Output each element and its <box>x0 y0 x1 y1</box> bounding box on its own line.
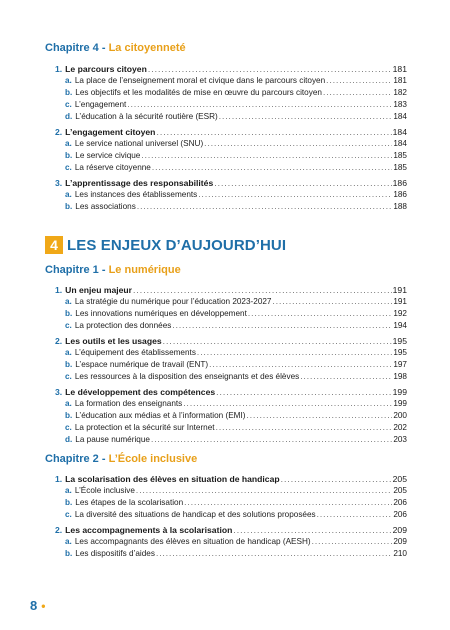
toc-subsection-label: La place de l’enseignement moral et civique dans le parcours citoyen <box>74 76 326 85</box>
toc-section-label: L’apprentissage des responsabilités <box>65 178 214 188</box>
toc-subsection-label: La réserve citoyenne <box>74 163 151 172</box>
toc-subsection-entry[interactable] <box>55 548 407 560</box>
toc-subsection-entry[interactable] <box>55 162 407 174</box>
toc-section-entry[interactable] <box>55 386 407 398</box>
toc-subsection-page: 183 <box>393 100 407 109</box>
toc-subsection-label: La pause numérique <box>75 435 150 444</box>
toc-dot-leader <box>326 75 392 87</box>
toc-dot-leader <box>204 138 392 150</box>
toc-dot-leader <box>148 63 392 75</box>
toc-dot-leader <box>172 320 392 332</box>
toc-dot-leader <box>219 111 393 123</box>
toc-section-number: 1. <box>55 474 63 484</box>
toc-subsection-page: 195 <box>393 348 407 357</box>
toc-subsection-entry[interactable] <box>55 410 407 422</box>
toc-subsection-entry[interactable] <box>55 296 407 308</box>
toc-subsection-page: 198 <box>393 372 407 381</box>
toc-subsection-entry[interactable] <box>55 320 407 332</box>
page-footer <box>30 598 45 613</box>
toc-subsection-letter: a. <box>65 348 72 357</box>
toc-section-number: 2. <box>55 525 63 535</box>
toc-subsection-label: Les ressources à la disposition des enseignants et des élèves <box>74 372 300 381</box>
toc-subsection-page: 200 <box>393 411 407 420</box>
toc-subsection-label: Le service national universel (SNU) <box>74 139 204 148</box>
toc-subsection-entry[interactable] <box>55 87 407 99</box>
toc-dot-leader <box>137 201 393 213</box>
toc-section-entry[interactable] <box>55 524 407 536</box>
toc-section-entry[interactable] <box>55 284 407 296</box>
toc-subsection-page: 185 <box>393 151 407 160</box>
toc-subsection-label: Le service civique <box>75 151 141 160</box>
toc-section-entry[interactable] <box>55 177 407 189</box>
toc-subsection-letter: b. <box>65 360 73 369</box>
toc-section-label: Les outils et les usages <box>65 336 162 346</box>
toc-dot-leader <box>127 99 392 111</box>
toc-dot-leader <box>300 371 392 383</box>
toc-subsection-letter: a. <box>65 486 72 495</box>
chapter-4-title <box>45 42 186 54</box>
toc-dot-leader <box>214 177 391 189</box>
toc-dot-leader <box>216 422 393 434</box>
toc-dot-leader <box>323 87 392 99</box>
toc-subsection-label: L’espace numérique de travail (ENT) <box>75 360 209 369</box>
toc-dot-leader <box>133 284 392 296</box>
toc-section-page: 205 <box>392 474 407 484</box>
chapter-2-title <box>45 453 197 465</box>
toc-subsection-label: Les dispositifs d’aides <box>75 549 155 558</box>
toc-subsection-label: La formation des enseignants <box>74 399 183 408</box>
chapter-4-toc <box>55 60 407 213</box>
part-4-header <box>45 236 286 254</box>
toc-section-page: 181 <box>392 64 407 74</box>
chapter-2-number: Chapitre 2 - <box>45 453 106 465</box>
toc-subsection-label: Les associations <box>75 202 136 211</box>
toc-subsection-entry[interactable] <box>55 398 407 410</box>
toc-section-label: Les accompagnements à la scolarisation <box>65 525 233 535</box>
toc-subsection-letter: c. <box>65 372 72 381</box>
toc-subsection-entry[interactable] <box>55 347 407 359</box>
toc-subsection-label: L’éducation aux médias et à l’information (EMI) <box>75 411 246 420</box>
toc-section-page: 184 <box>392 127 407 137</box>
toc-dot-leader <box>198 189 392 201</box>
toc-subsection-entry[interactable] <box>55 308 407 320</box>
toc-subsection-page: 194 <box>393 321 407 330</box>
toc-section-entry[interactable] <box>55 335 407 347</box>
toc-section-number: 2. <box>55 127 63 137</box>
toc-subsection-page: 199 <box>393 399 407 408</box>
toc-dot-leader <box>163 335 392 347</box>
toc-subsection-page: 191 <box>393 297 407 306</box>
toc-subsection-entry[interactable] <box>55 485 407 497</box>
toc-dot-leader <box>233 524 391 536</box>
toc-subsection-letter: c. <box>65 510 72 519</box>
part-4-title: LES ENJEUX D’AUJOURD’HUI <box>67 236 287 254</box>
toc-dot-leader <box>136 485 392 497</box>
toc-subsection-label: Les objectifs et les modalités de mise en œuvre du parcours citoyen <box>75 88 322 97</box>
toc-subsection-letter: a. <box>65 537 72 546</box>
toc-dot-leader <box>151 434 392 446</box>
toc-subsection-entry[interactable] <box>55 434 407 446</box>
toc-subsection-entry[interactable] <box>55 371 407 383</box>
toc-section-page: 195 <box>392 336 407 346</box>
toc-subsection-letter: c. <box>65 321 72 330</box>
chapter-1-number: Chapitre 1 - <box>45 264 106 276</box>
toc-subsection-label: L’équipement des établissements <box>74 348 196 357</box>
toc-dot-leader <box>197 347 392 359</box>
toc-subsection-entry[interactable] <box>55 359 407 371</box>
chapter-4-name: La citoyenneté <box>108 42 186 54</box>
page-number-bullet: • <box>41 598 46 613</box>
toc-section-number: 1. <box>55 64 63 74</box>
toc-dot-leader <box>156 548 392 560</box>
toc-subsection-page: 205 <box>393 486 407 495</box>
toc-subsection-page: 206 <box>393 498 407 507</box>
toc-section-number: 3. <box>55 178 63 188</box>
toc-dot-leader <box>216 386 392 398</box>
toc-section-number: 3. <box>55 387 63 397</box>
toc-subsection-letter: d. <box>65 112 73 121</box>
toc-subsection-letter: a. <box>65 297 72 306</box>
toc-section-label: La scolarisation des élèves en situation de handicap <box>65 474 280 484</box>
chapter-1-name: Le numérique <box>108 264 181 276</box>
toc-dot-leader <box>246 410 392 422</box>
toc-subsection-letter: b. <box>65 309 73 318</box>
toc-subsection-entry[interactable] <box>55 138 407 150</box>
toc-section-label: Le parcours citoyen <box>65 64 147 74</box>
toc-subsection-label: La stratégie du numérique pour l’éducation 2023-2027 <box>74 297 272 306</box>
chapter-1-toc <box>55 281 407 446</box>
toc-subsection-page: 184 <box>393 112 407 121</box>
toc-subsection-page: 181 <box>393 76 407 85</box>
toc-subsection-label: Les étapes de la scolarisation <box>75 498 184 507</box>
toc-subsection-label: La protection et la sécurité sur Internet <box>74 423 215 432</box>
toc-subsection-entry[interactable] <box>55 497 407 509</box>
toc-dot-leader <box>209 359 392 371</box>
toc-subsection-page: 203 <box>393 435 407 444</box>
toc-subsection-page: 210 <box>393 549 407 558</box>
toc-section-number: 1. <box>55 285 63 295</box>
toc-dot-leader <box>141 150 392 162</box>
toc-section-page: 199 <box>392 387 407 397</box>
toc-subsection-letter: d. <box>65 435 73 444</box>
toc-subsection-letter: a. <box>65 399 72 408</box>
toc-subsection-letter: c. <box>65 100 72 109</box>
toc-subsection-label: L’École inclusive <box>74 486 135 495</box>
toc-section-page: 186 <box>392 178 407 188</box>
toc-subsection-entry[interactable] <box>55 75 407 87</box>
toc-subsection-entry[interactable] <box>55 422 407 434</box>
part-4-number: 4 <box>45 236 63 254</box>
toc-subsection-letter: b. <box>65 151 73 160</box>
toc-subsection-letter: b. <box>65 498 73 507</box>
toc-dot-leader <box>317 509 393 521</box>
toc-subsection-entry[interactable] <box>55 201 407 213</box>
toc-section-entry[interactable] <box>55 63 407 75</box>
toc-subsection-entry[interactable] <box>55 536 407 548</box>
toc-dot-leader <box>184 497 392 509</box>
toc-subsection-entry[interactable] <box>55 111 407 123</box>
toc-subsection-letter: b. <box>65 88 73 97</box>
toc-subsection-label: La protection des données <box>74 321 172 330</box>
toc-subsection-page: 202 <box>393 423 407 432</box>
toc-section-label: Un enjeu majeur <box>65 285 133 295</box>
chapter-2-name: L’École inclusive <box>108 453 198 465</box>
toc-dot-leader <box>183 398 392 410</box>
toc-subsection-letter: a. <box>65 139 72 148</box>
toc-subsection-page: 184 <box>393 139 407 148</box>
toc-section-label: Le développement des compétences <box>65 387 216 397</box>
toc-section-number: 2. <box>55 336 63 346</box>
toc-dot-leader <box>312 536 393 548</box>
page-number: 8 <box>30 598 38 613</box>
toc-subsection-page: 206 <box>393 510 407 519</box>
toc-section-page: 209 <box>392 525 407 535</box>
toc-subsection-entry[interactable] <box>55 99 407 111</box>
toc-subsection-label: Les innovations numériques en développement <box>75 309 247 318</box>
toc-subsection-letter: c. <box>65 163 72 172</box>
toc-dot-leader <box>248 308 392 320</box>
toc-subsection-page: 192 <box>393 309 407 318</box>
toc-subsection-letter: b. <box>65 411 73 420</box>
toc-dot-leader <box>156 126 391 138</box>
toc-dot-leader <box>281 473 392 485</box>
chapter-2-toc <box>55 470 407 560</box>
toc-section-entry[interactable] <box>55 126 407 138</box>
toc-subsection-page: 197 <box>393 360 407 369</box>
toc-subsection-label: Les accompagnants des élèves en situation de handicap (AESH) <box>74 537 311 546</box>
toc-subsection-entry[interactable] <box>55 189 407 201</box>
toc-subsection-letter: a. <box>65 190 72 199</box>
toc-section-entry[interactable] <box>55 473 407 485</box>
toc-subsection-label: L’éducation à la sécurité routière (ESR) <box>75 112 218 121</box>
toc-subsection-letter: b. <box>65 202 73 211</box>
chapter-1-title <box>45 264 181 276</box>
toc-subsection-label: Les instances des établissements <box>74 190 198 199</box>
toc-subsection-label: La diversité des situations de handicap et des solutions proposées <box>74 510 316 519</box>
toc-subsection-page: 185 <box>393 163 407 172</box>
toc-subsection-letter: c. <box>65 423 72 432</box>
toc-dot-leader <box>272 296 392 308</box>
toc-subsection-page: 209 <box>393 537 407 546</box>
toc-subsection-entry[interactable] <box>55 150 407 162</box>
toc-section-page: 191 <box>392 285 407 295</box>
chapter-4-number: Chapitre 4 - <box>45 42 106 54</box>
toc-dot-leader <box>152 162 392 174</box>
toc-subsection-page: 186 <box>393 190 407 199</box>
toc-subsection-letter: b. <box>65 549 73 558</box>
toc-subsection-entry[interactable] <box>55 509 407 521</box>
toc-subsection-label: L’engagement <box>74 100 127 109</box>
toc-subsection-page: 182 <box>393 88 407 97</box>
toc-subsection-letter: a. <box>65 76 72 85</box>
toc-section-label: L’engagement citoyen <box>65 127 156 137</box>
toc-subsection-page: 188 <box>393 202 407 211</box>
